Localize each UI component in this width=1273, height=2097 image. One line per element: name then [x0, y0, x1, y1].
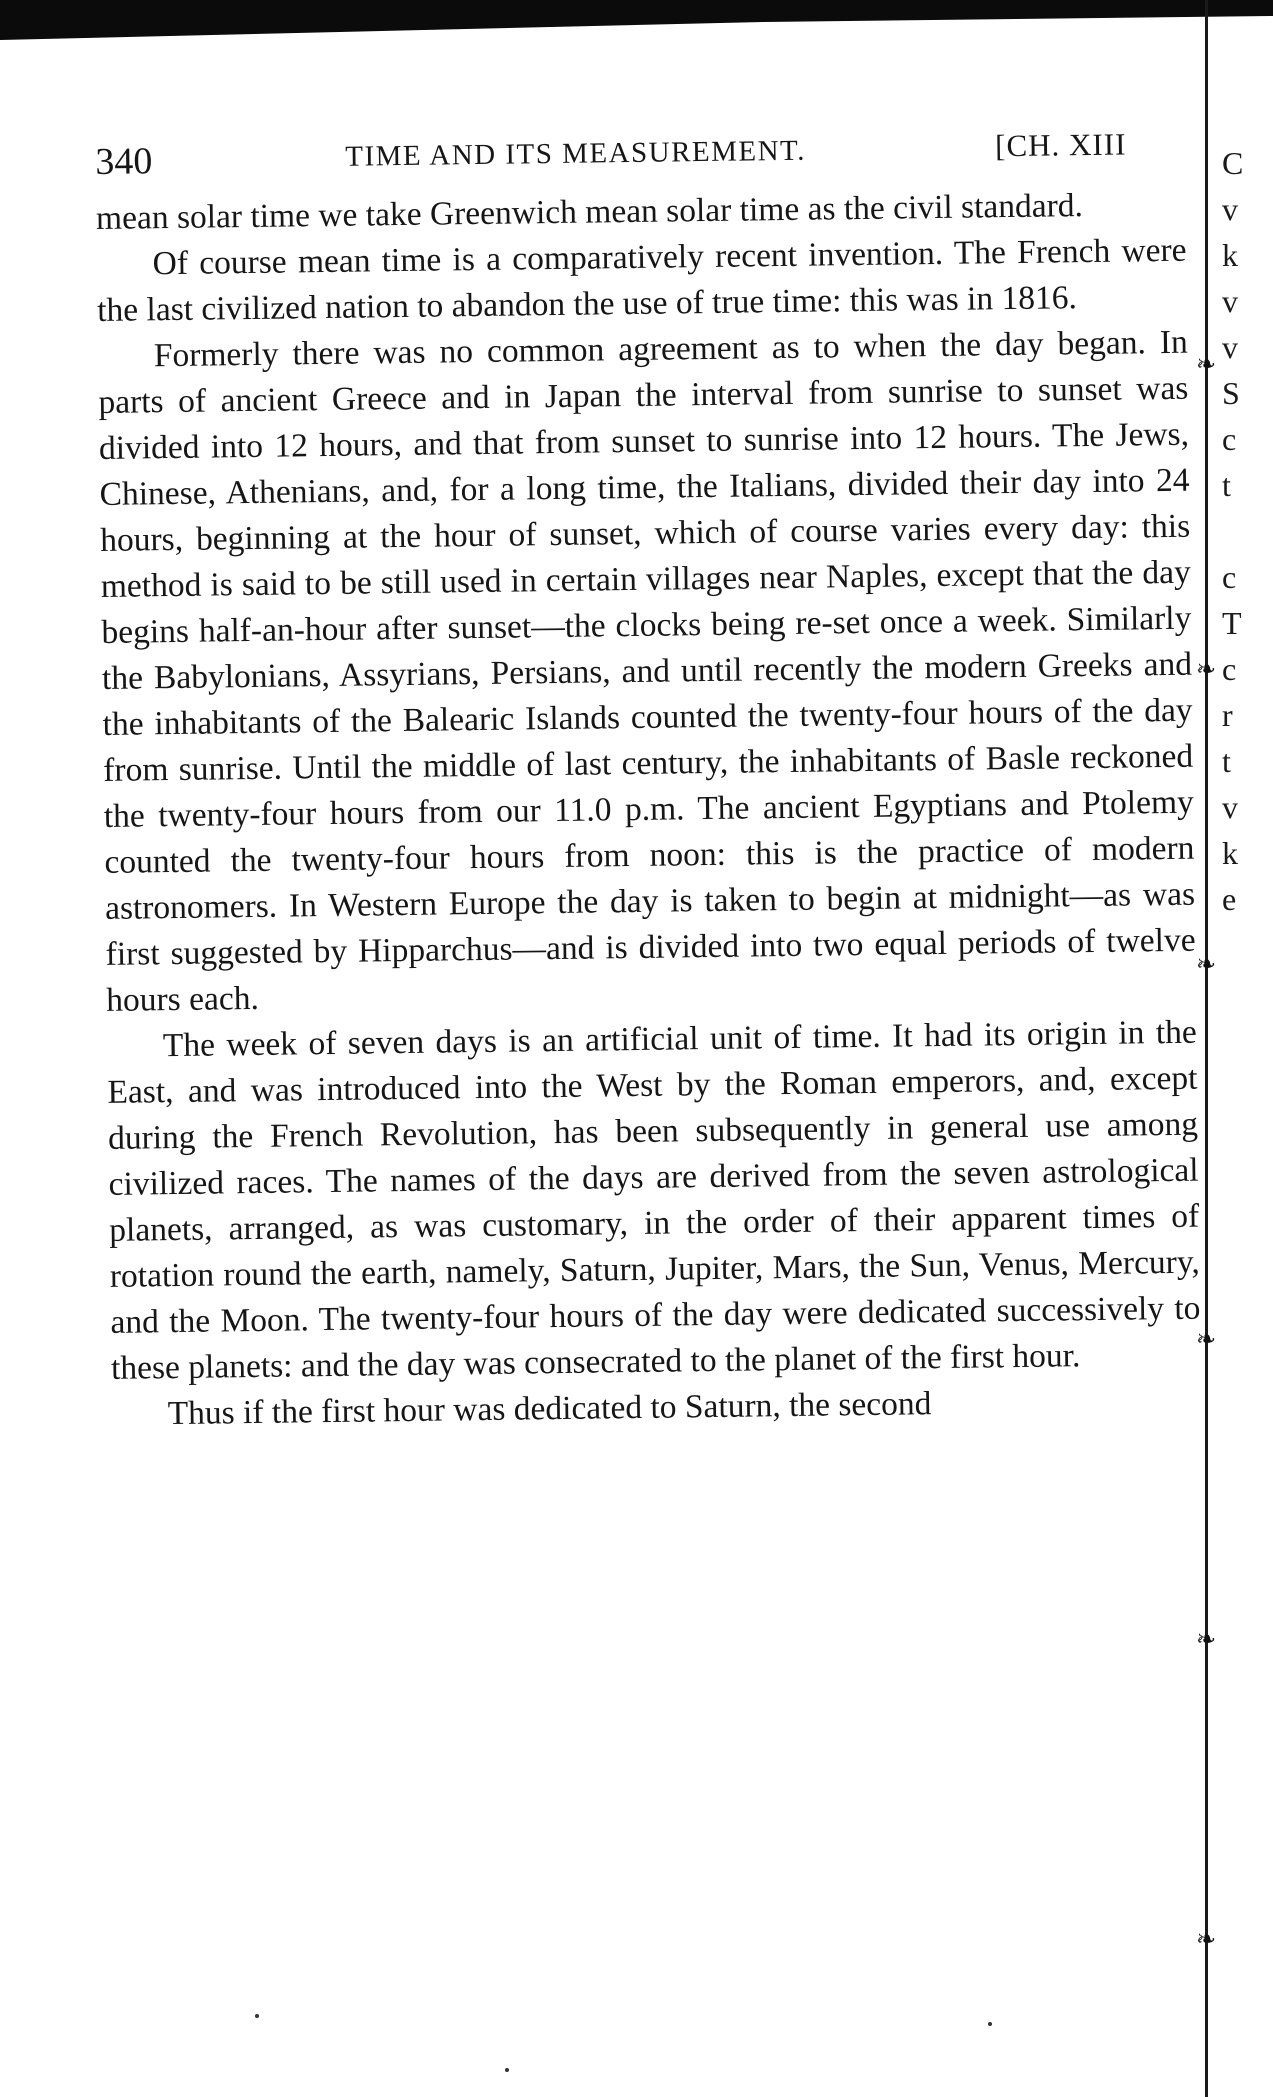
edge-letter: v: [1222, 329, 1238, 365]
edge-letter: r: [1222, 697, 1233, 733]
paper-speck: [255, 2014, 259, 2018]
edge-letter: v: [1222, 191, 1238, 227]
edge-letter: t: [1222, 743, 1231, 779]
edge-letter: T: [1222, 605, 1242, 641]
edge-letter: k: [1222, 237, 1238, 273]
paper-speck: [988, 2022, 992, 2026]
edge-letter: t: [1222, 467, 1231, 503]
paragraph: The week of seven days is an artificial unit of time. It had its origin in the East, and was introduced into the West by the Roman emperors, and, except during the French Revolution, has been subsequently in general use among civilized races. The names of the days are derived from the seven astrological planets, arranged, as was customary, in the order of their apparent times of rotation round the earth, namely, Saturn, Jupiter, Mars, the Sun, Venus, Mercury, and the Moon. The twenty-four hours of the day were dedicated successively to these planets: and the day was consecrated to the planet of the first hour.: [107, 1013, 1201, 1387]
body-text: [96, 182, 1202, 1438]
binding-thread-icon: ❧: [1196, 952, 1217, 978]
binding-thread-icon: ❧: [1196, 657, 1217, 683]
edge-letter: v: [1222, 789, 1238, 825]
edge-letter: c: [1222, 651, 1237, 687]
page-number: 340: [95, 140, 153, 183]
book-spine-edge: [1205, 0, 1208, 2097]
running-title: TIME AND ITS MEASUREMENT.: [345, 134, 807, 173]
binding-thread-icon: ❧: [1196, 352, 1217, 378]
opposite-page-edge: [1222, 140, 1273, 922]
edge-letter: c: [1222, 421, 1237, 457]
chapter-reference: [CH. XIII: [994, 126, 1127, 164]
edge-letter: C: [1222, 145, 1244, 181]
binding-thread-icon: ❧: [1196, 1927, 1217, 1953]
edge-letter: [1222, 508, 1273, 554]
edge-letter: e: [1222, 881, 1237, 917]
paragraph-continued: mean solar time we take Greenwich mean solar time as the civil standard.: [95, 187, 1084, 237]
paragraph: Formerly there was no common agreement as to when the day began. In parts of ancient Greece and in Japan the interval from sunrise to sunset was divided into 12 hours, and that from sunset to sunrise into 12 hours. The Jews, Chinese, Athenians, and, for a long time, the Italians, divided their day into 24 hours, beginning at the hour of sunset, which of course varies every day: this method is said to be still used in certain villages near Naples, except that the day begins half-an-hour after sunset—the clocks being re-set once a week. Similarly the Babylonians, Assyrians, Persians, and until recently the modern Greeks and the inhabitants of the Balearic Islands counted the twenty-four hours of the day from sunrise. Until the middle of last century, the inhabitants of Basle reckoned the twenty-four hours from our 11.0 p.m. The ancient Egyptians and Ptolemy counted the twenty-four hours from noon: this is the practice of modern astronomers. In Western Europe the day is taken to begin at midnight—as was first suggested by Hipparchus—and is divided into two equal periods of twelve hours each.: [98, 323, 1196, 1019]
edge-letter: S: [1222, 375, 1240, 411]
book-page: [95, 126, 1202, 1438]
edge-letter: k: [1222, 835, 1238, 871]
binding-thread-icon: ❧: [1196, 1627, 1217, 1653]
edge-letter: c: [1222, 559, 1237, 595]
paragraph: Thus if the first hour was dedicated to Saturn, the second: [167, 1385, 932, 1433]
binding-thread-icon: ❧: [1196, 1327, 1217, 1353]
edge-letter: v: [1222, 283, 1238, 319]
paragraph: Of course mean time is a comparatively recent invention. The French were the last civilized nation to abandon the use of true time: this was in 1816.: [96, 231, 1187, 329]
paper-speck: [505, 2068, 509, 2072]
page-top-shadow: [0, 0, 1273, 40]
